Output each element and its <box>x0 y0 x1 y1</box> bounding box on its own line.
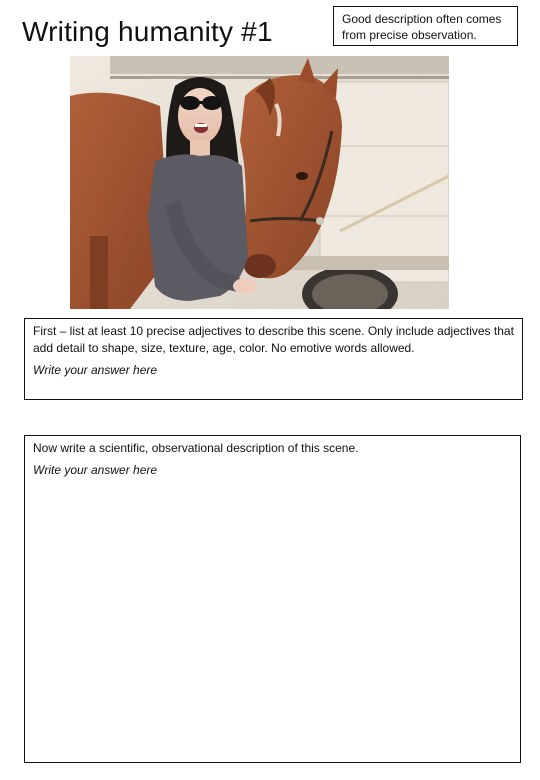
adjectives-task-box[interactable] <box>24 318 523 400</box>
photo-illustration <box>70 56 449 309</box>
tip-text: Good description often comes from precise observation. <box>342 12 502 42</box>
adjectives-answer-placeholder[interactable]: Write your answer here <box>33 363 158 377</box>
tip-box <box>333 6 518 46</box>
description-task-prompt: Now write a scientific, observational description of this scene. <box>33 441 359 455</box>
scene-photo <box>70 56 449 309</box>
woman-face <box>178 88 222 144</box>
page-title: Writing humanity #1 <box>22 16 273 47</box>
description-answer-placeholder[interactable]: Write your answer here <box>33 463 158 477</box>
description-task-box[interactable] <box>24 435 521 763</box>
adjectives-task-prompt: First – list at least 10 precise adjectives to describe this scene. Only include adjectives that add detail to shape, size, texture, age, color. No emotive words allowed. <box>33 324 514 355</box>
